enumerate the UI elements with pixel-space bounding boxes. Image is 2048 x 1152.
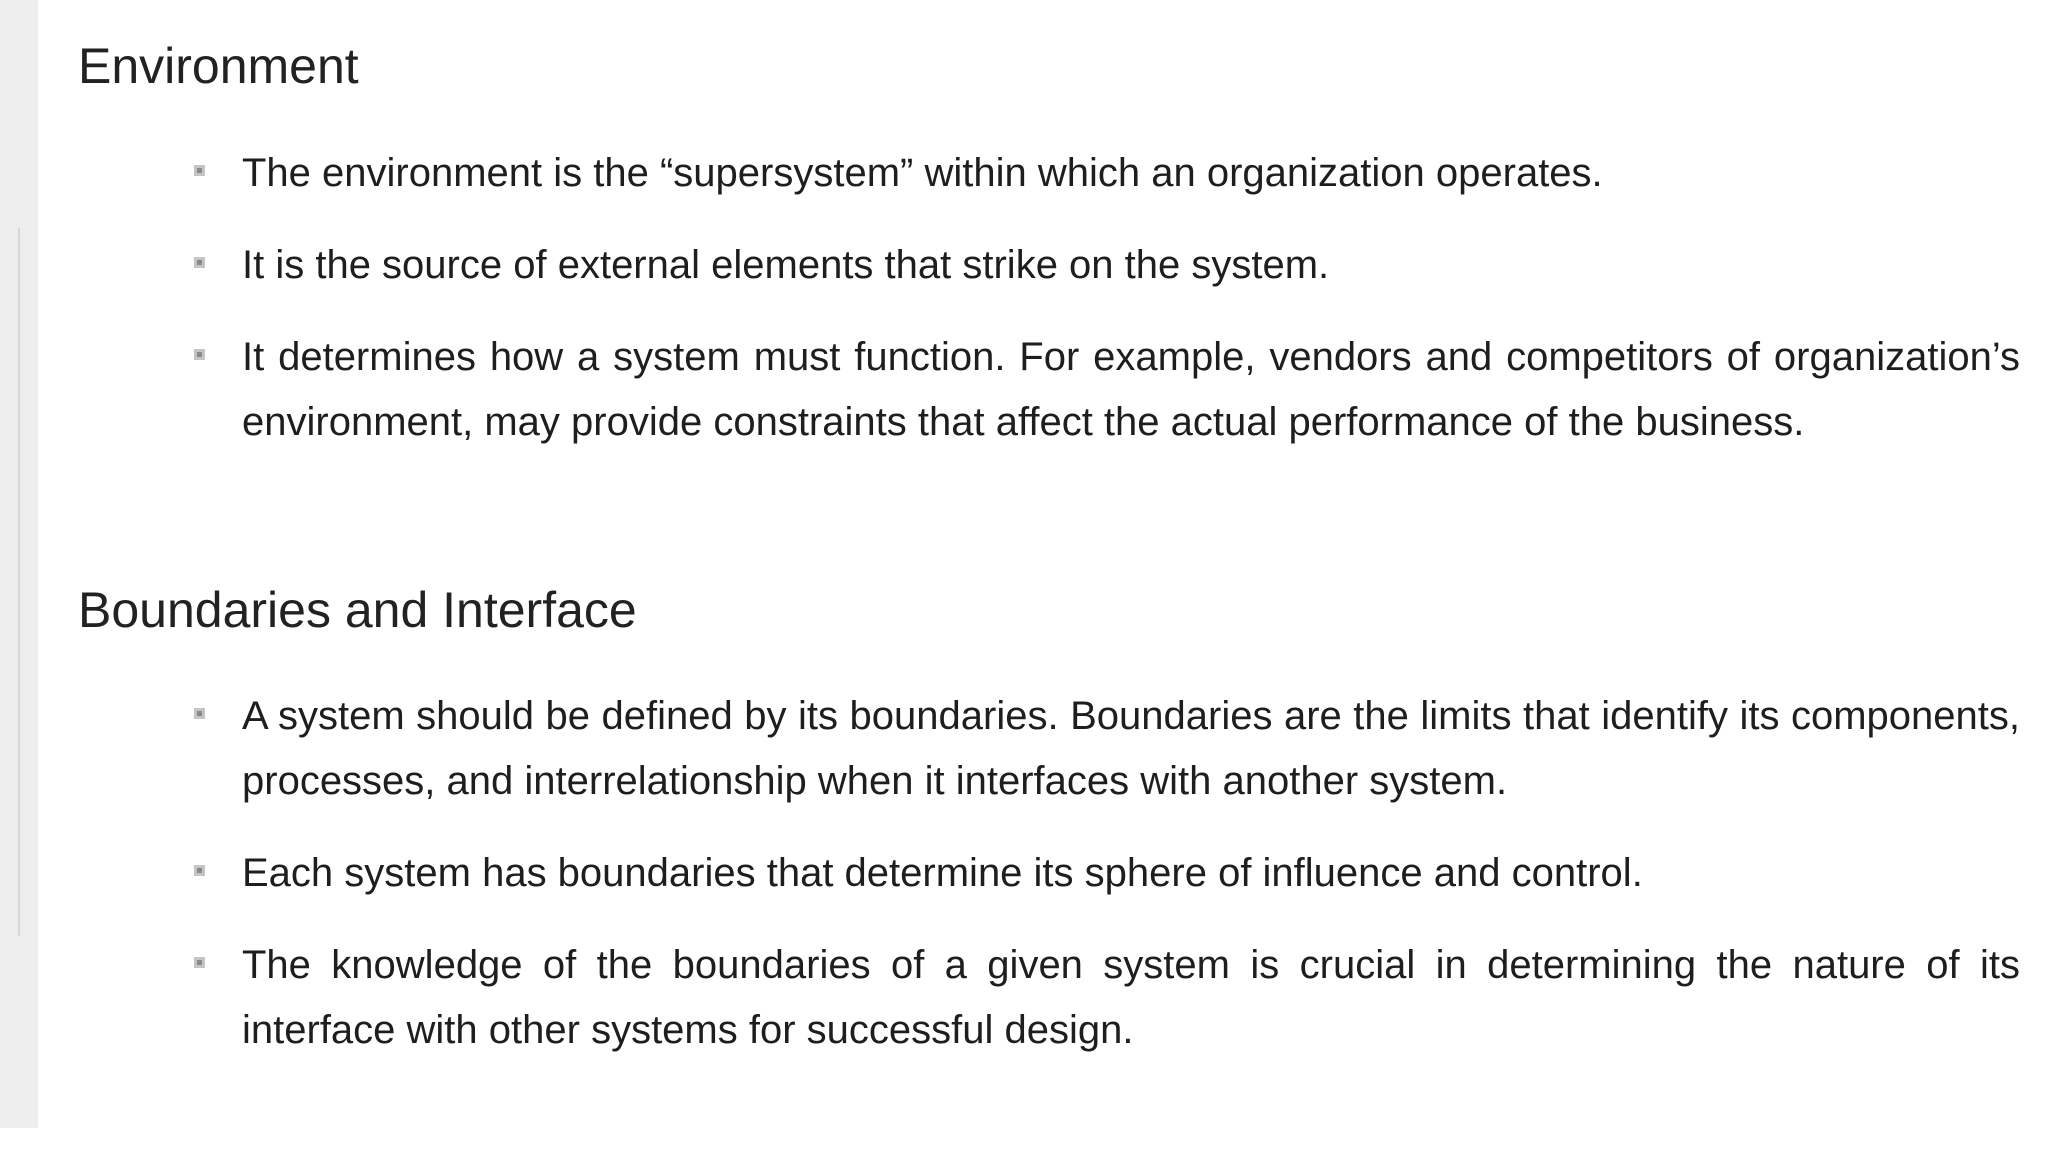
list-item bbox=[194, 684, 2020, 814]
bullet-text: It is the source of external elements that strike on the system. bbox=[242, 243, 1330, 287]
square-bullet-icon bbox=[194, 165, 205, 176]
square-bullet-icon bbox=[194, 349, 205, 360]
list-item bbox=[194, 933, 2020, 1063]
square-bullet-icon bbox=[194, 957, 205, 968]
square-bullet-icon bbox=[194, 865, 205, 876]
bullet-text: The knowledge of the boundaries of a given system is crucial in determining the nature of its interface with other systems for successful design. bbox=[242, 943, 2020, 1052]
list-item bbox=[194, 841, 2020, 906]
list-item bbox=[194, 233, 2020, 298]
bullet-list-boundaries-interface bbox=[194, 684, 2020, 1090]
square-bullet-icon bbox=[194, 257, 205, 268]
left-margin-rule bbox=[18, 228, 20, 936]
square-bullet-icon bbox=[194, 708, 205, 719]
list-item bbox=[194, 325, 2020, 455]
section-heading-environment: Environment bbox=[78, 38, 359, 94]
bullet-text: A system should be defined by its boundaries. Boundaries are the limits that identify its components, processes, and interrelationship when it interfaces with another system. bbox=[242, 694, 2020, 803]
section-heading-boundaries-interface: Boundaries and Interface bbox=[78, 582, 637, 638]
bullet-text: The environment is the “supersystem” within which an organization operates. bbox=[242, 151, 1603, 195]
bullet-list-environment bbox=[194, 141, 2020, 482]
bullet-text: It determines how a system must function. For example, vendors and competitors of organization’s environment, may provide constraints that affect the actual performance of the business. bbox=[242, 335, 2020, 444]
bullet-text: Each system has boundaries that determine its sphere of influence and control. bbox=[242, 851, 1643, 895]
list-item bbox=[194, 141, 2020, 206]
